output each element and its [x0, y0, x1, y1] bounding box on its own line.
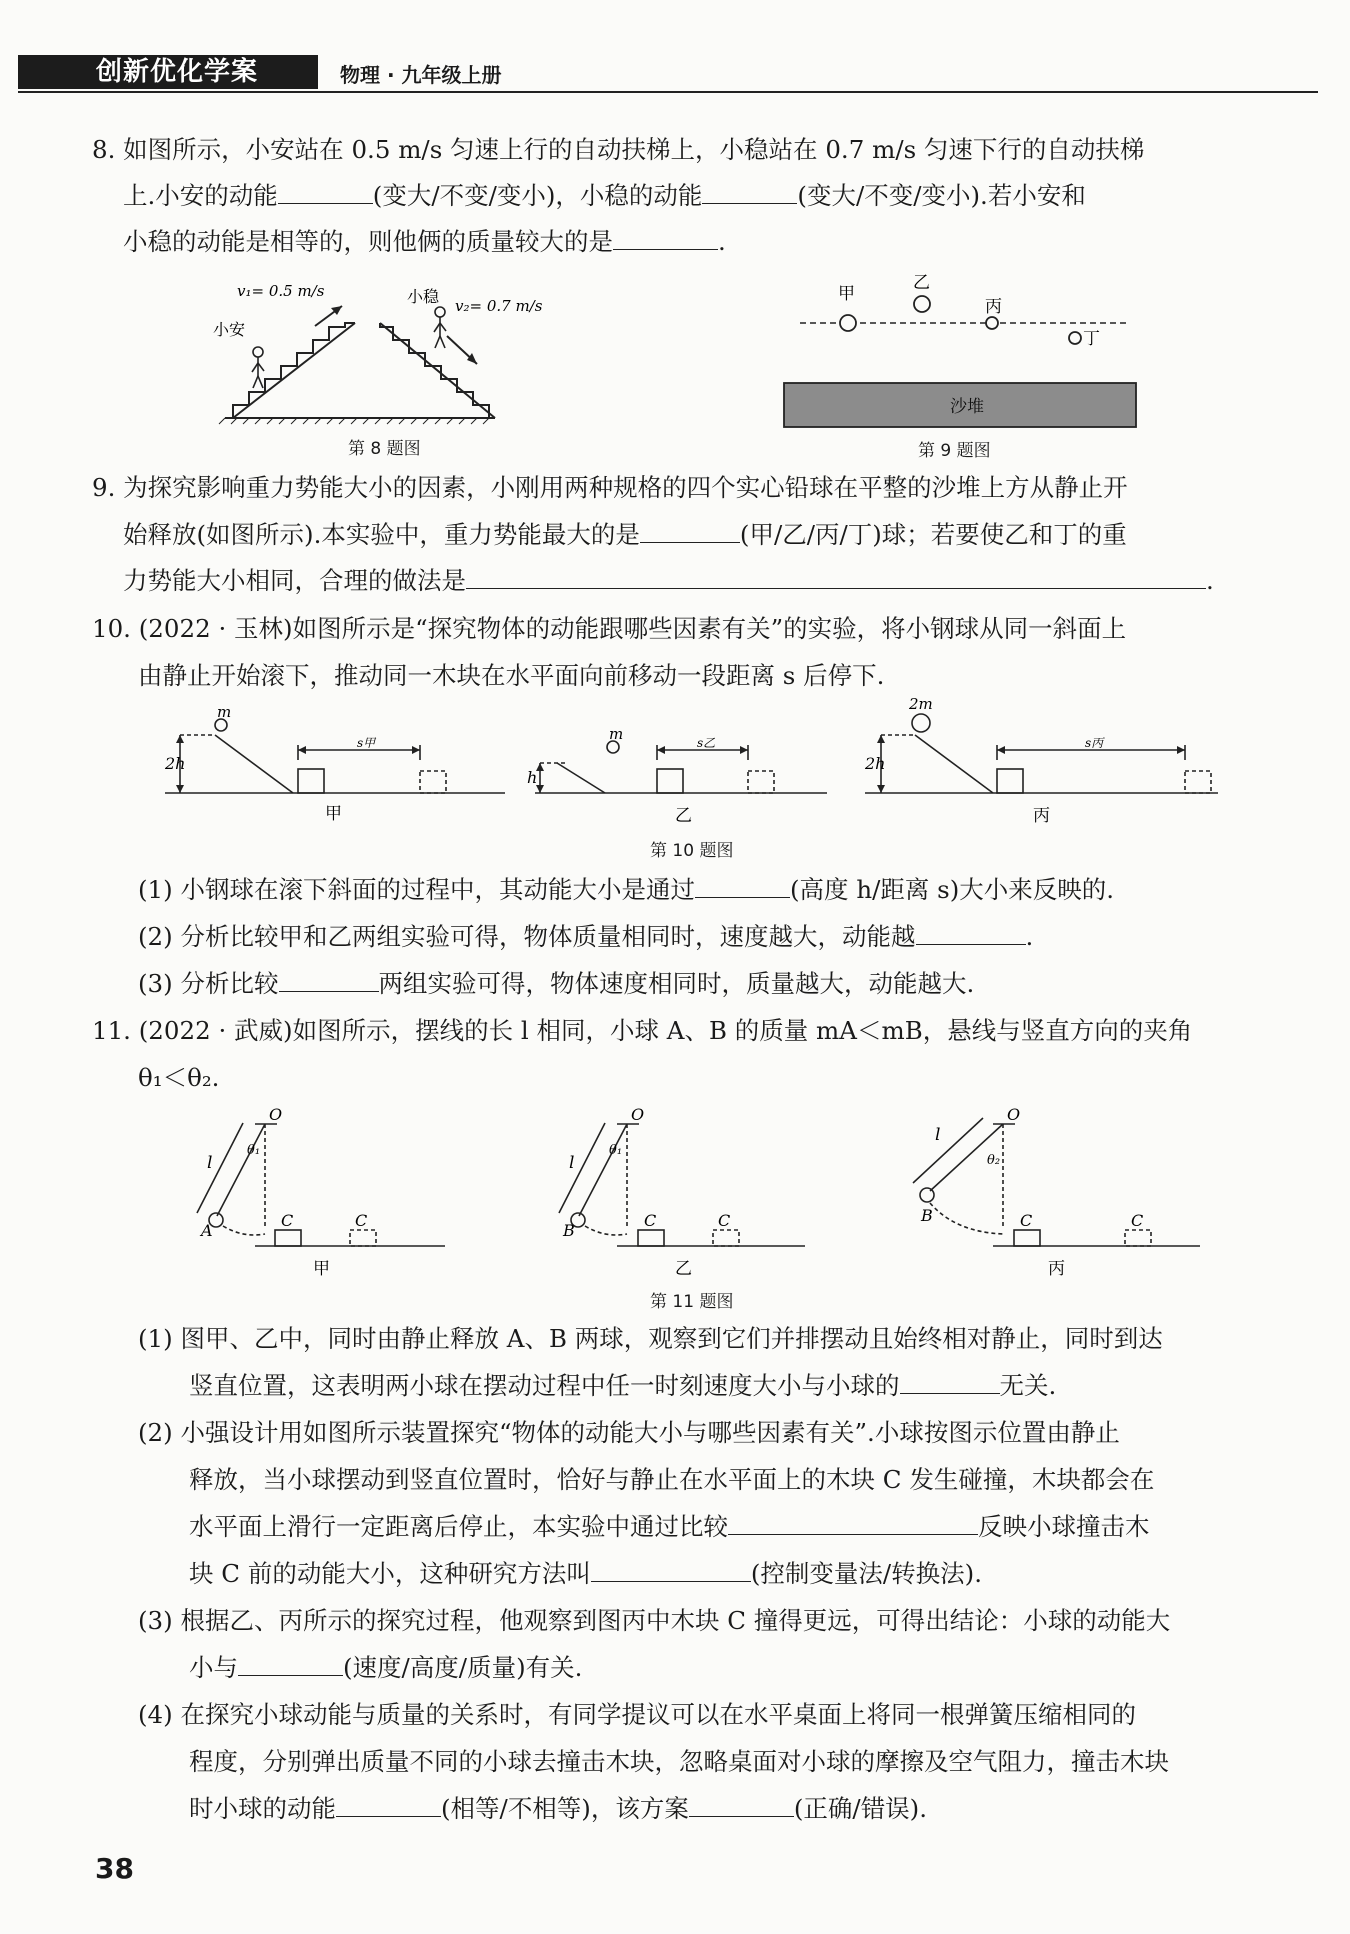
fig10-s-jia: s甲: [357, 736, 376, 750]
q11-s3b: [189, 1651, 582, 1685]
fig10-label-jia: 甲: [325, 804, 342, 824]
fig10-label-bing: 丙: [1033, 806, 1050, 826]
fig11-label-yi: 乙: [675, 1259, 692, 1279]
fig11-O-yi: O: [631, 1105, 645, 1124]
answer-blank[interactable]: [900, 1369, 1000, 1394]
q10-text: (2) 分析比较甲和乙两组实验可得，物体质量相同时，速度越大，动能越: [138, 922, 916, 951]
answer-blank[interactable]: [702, 179, 797, 204]
page-header: [18, 55, 1318, 91]
q11-text: 小与: [189, 1653, 238, 1682]
answer-blank[interactable]: [591, 1557, 751, 1582]
ball-bing: [986, 317, 998, 329]
fig10-m2-bing: 2m: [909, 695, 933, 713]
fig10-s-bing: s丙: [1085, 736, 1104, 750]
answer-blank[interactable]: [916, 920, 1026, 945]
ball-jia: [840, 315, 856, 331]
answer-blank[interactable]: [689, 1792, 794, 1817]
q10-sub3: [138, 967, 974, 1001]
q11-s2a: (2) 小强设计用如图所示装置探究“物体的动能大小与哪些因素有关”.小球按图示位置由静止: [138, 1418, 1120, 1447]
q11-text: (相等/不相等)，该方案: [441, 1794, 689, 1823]
answer-blank[interactable]: [238, 1651, 343, 1676]
q8-text: .: [718, 227, 726, 256]
fig11-l-jia: l: [207, 1153, 213, 1173]
q11-s2c: [189, 1510, 1150, 1544]
fig11-O-bing: O: [1007, 1105, 1021, 1124]
fig8-label-wen: 小稳: [407, 287, 440, 306]
q11-s2e: [189, 1557, 982, 1591]
fig9-label-bing: 丙: [985, 297, 1002, 317]
fig9-sand-label: 沙堆: [950, 397, 984, 417]
answer-blank[interactable]: [466, 564, 1206, 589]
fig10-label-yi: 乙: [675, 806, 692, 826]
fig11-B-yi: B: [563, 1221, 575, 1240]
q9-text: 始释放(如图所示).本实验中，重力势能最大的是: [123, 520, 640, 549]
fig10-h2-jia: 2h: [165, 754, 186, 773]
fig11-A: A: [201, 1221, 213, 1240]
figure-9-caption: 第 9 题图: [918, 441, 991, 461]
q11-line2: θ₁＜θ₂.: [138, 1063, 220, 1092]
figure-8-caption: 第 8 题图: [348, 439, 421, 459]
figure-8-escalators: [213, 278, 543, 418]
fig11-label-jia: 甲: [313, 1259, 330, 1279]
q11-text: 水平面上滑行一定距离后停止，本实验中通过比较: [189, 1512, 728, 1541]
answer-blank[interactable]: [728, 1510, 978, 1535]
q10-line2: 由静止开始滚下，推动同一木块在水平面向前移动一段距离 s 后停下.: [138, 661, 885, 690]
fig9-label-ding: 丁: [1083, 329, 1100, 349]
q11-text: (正确/错误).: [793, 1794, 928, 1823]
q10-line1: 10. (2022 · 玉林)如图所示是“探究物体的动能跟哪些因素有关”的实验，将小钢球从同一斜面上: [92, 614, 1127, 643]
page-number: 38: [95, 1852, 134, 1885]
q8-text: 小稳的动能是相等的，则他俩的质量较大的是: [123, 227, 613, 256]
answer-blank[interactable]: [695, 873, 790, 898]
figure-10-ramps: [165, 695, 1225, 835]
q10-sub2: [138, 920, 1033, 954]
fig11-C2-bing: C: [1131, 1211, 1144, 1230]
figure-11-pendulums: [195, 1105, 1215, 1279]
q11-line1: 11. (2022 · 武威)如图所示，摆线的长 l 相同，小球 A、B 的质量 mA＜mB，悬线与竖直方向的夹角: [92, 1016, 1193, 1045]
q8-text: (变大/不变/变小)，小稳的动能: [372, 181, 703, 210]
brand-title: 创新优化学案: [18, 55, 318, 89]
q8-line2: [123, 179, 1086, 213]
q11-text: 无关.: [999, 1371, 1057, 1400]
q11-s3a: (3) 根据乙、丙所示的探究过程，他观察到图丙中木块 C 撞得更远，可得出结论：小球的动能大: [138, 1606, 1171, 1635]
fig11-t2-bing: θ₂: [987, 1153, 1001, 1168]
figure-11-caption: 第 11 题图: [650, 1292, 734, 1312]
q11-s1a: (1) 图甲、乙中，同时由静止释放 A、B 两球，观察到它们并排摆动且始终相对静止，同时到达: [138, 1324, 1163, 1353]
fig11-C-yi: C: [644, 1211, 657, 1230]
answer-blank[interactable]: [279, 967, 379, 992]
fig9-label-jia: 甲: [838, 284, 855, 304]
book-title: 物理 · 九年级上册: [340, 63, 502, 87]
fig11-l-yi: l: [569, 1153, 575, 1173]
fig10-m-yi: m: [609, 725, 624, 743]
q11-s4a: (4) 在探究小球动能与质量的关系时，有同学提议可以在水平桌面上将同一根弹簧压缩相同的: [138, 1700, 1136, 1729]
q11-text: (控制变量法/转换法).: [750, 1559, 982, 1588]
q10-sub1: [138, 873, 1114, 907]
q9-text: 力势能大小相同，合理的做法是: [123, 566, 466, 595]
fig11-C2-yi: C: [718, 1211, 731, 1230]
fig10-m-jia: m: [217, 703, 232, 721]
q9-text: .: [1206, 566, 1214, 595]
q8-line3: [123, 225, 726, 259]
fig11-C2-jia: C: [355, 1211, 368, 1230]
q8-text: (变大/不变/变小).若小安和: [797, 181, 1086, 210]
ball-ding: [1069, 332, 1081, 344]
fig8-label-an: 小安: [213, 320, 246, 339]
fig10-s-yi: s乙: [697, 736, 716, 750]
q11-text: (速度/高度/质量)有关.: [343, 1653, 583, 1682]
q9-line2: [123, 518, 1127, 552]
q10-text: (3) 分析比较: [138, 969, 279, 998]
q9-text: (甲/乙/丙/丁)球；若要使乙和丁的重: [739, 520, 1127, 549]
ball-yi: [914, 296, 930, 312]
fig11-C-bing: C: [1020, 1211, 1033, 1230]
fig8-v1: v₁= 0.5 m/s: [237, 282, 325, 300]
q11-s4b: 程度，分别弹出质量不同的小球去撞击木块，忽略桌面对小球的摩擦及空气阻力，撞击木块: [189, 1747, 1169, 1776]
header-rule: [18, 91, 1318, 93]
q11-s4c: [189, 1792, 927, 1826]
q8-text: 上.小安的动能: [123, 181, 278, 210]
fig9-label-yi: 乙: [913, 273, 930, 293]
figure-9-lead-balls: [800, 273, 1140, 430]
q8-line1: 8. 如图所示，小安站在 0.5 m/s 匀速上行的自动扶梯上，小稳站在 0.7 m/s 匀速下行的自动扶梯: [92, 135, 1145, 164]
q11-text: 块 C 前的动能大小，这种研究方法叫: [189, 1559, 591, 1588]
q10-text: (1) 小钢球在滚下斜面的过程中，其动能大小是通过: [138, 875, 695, 904]
fig10-h2-bing: 2h: [865, 754, 886, 773]
q11-s1b: [189, 1369, 1056, 1403]
q11-text: 时小球的动能: [189, 1794, 336, 1823]
q10-text: (高度 h/距离 s)大小来反映的.: [790, 875, 1115, 904]
q11-s2b: 释放，当小球摆动到竖直位置时，恰好与静止在水平面上的木块 C 发生碰撞，木块都会在: [189, 1465, 1155, 1494]
fig11-B-bing: B: [921, 1206, 933, 1225]
q11-text: 反映小球撞击木: [978, 1512, 1150, 1541]
q11-text: 竖直位置，这表明两小球在摆动过程中任一时刻速度大小与小球的: [189, 1371, 900, 1400]
fig11-t1-jia: θ₁: [247, 1143, 261, 1158]
fig11-C-jia: C: [281, 1211, 294, 1230]
q10-text: 两组实验可得，物体速度相同时，质量越大，动能越大.: [378, 969, 975, 998]
answer-blank[interactable]: [278, 179, 373, 204]
figure-10-caption: 第 10 题图: [650, 841, 734, 861]
q9-line1: 9. 为探究影响重力势能大小的因素，小刚用两种规格的四个实心铅球在平整的沙堆上方从静止开: [92, 473, 1128, 502]
fig10-h-yi: h: [527, 768, 538, 787]
answer-blank[interactable]: [336, 1792, 441, 1817]
fig11-t1-yi: θ₁: [609, 1143, 623, 1158]
fig8-v2: v₂= 0.7 m/s: [455, 297, 543, 315]
fig11-O-jia: O: [269, 1105, 283, 1124]
answer-blank[interactable]: [640, 518, 740, 543]
fig11-label-bing: 丙: [1048, 1259, 1065, 1279]
q9-line3: [123, 564, 1214, 598]
fig11-l-bing: l: [935, 1125, 941, 1145]
q10-text: .: [1025, 922, 1034, 951]
answer-blank[interactable]: [613, 225, 718, 250]
